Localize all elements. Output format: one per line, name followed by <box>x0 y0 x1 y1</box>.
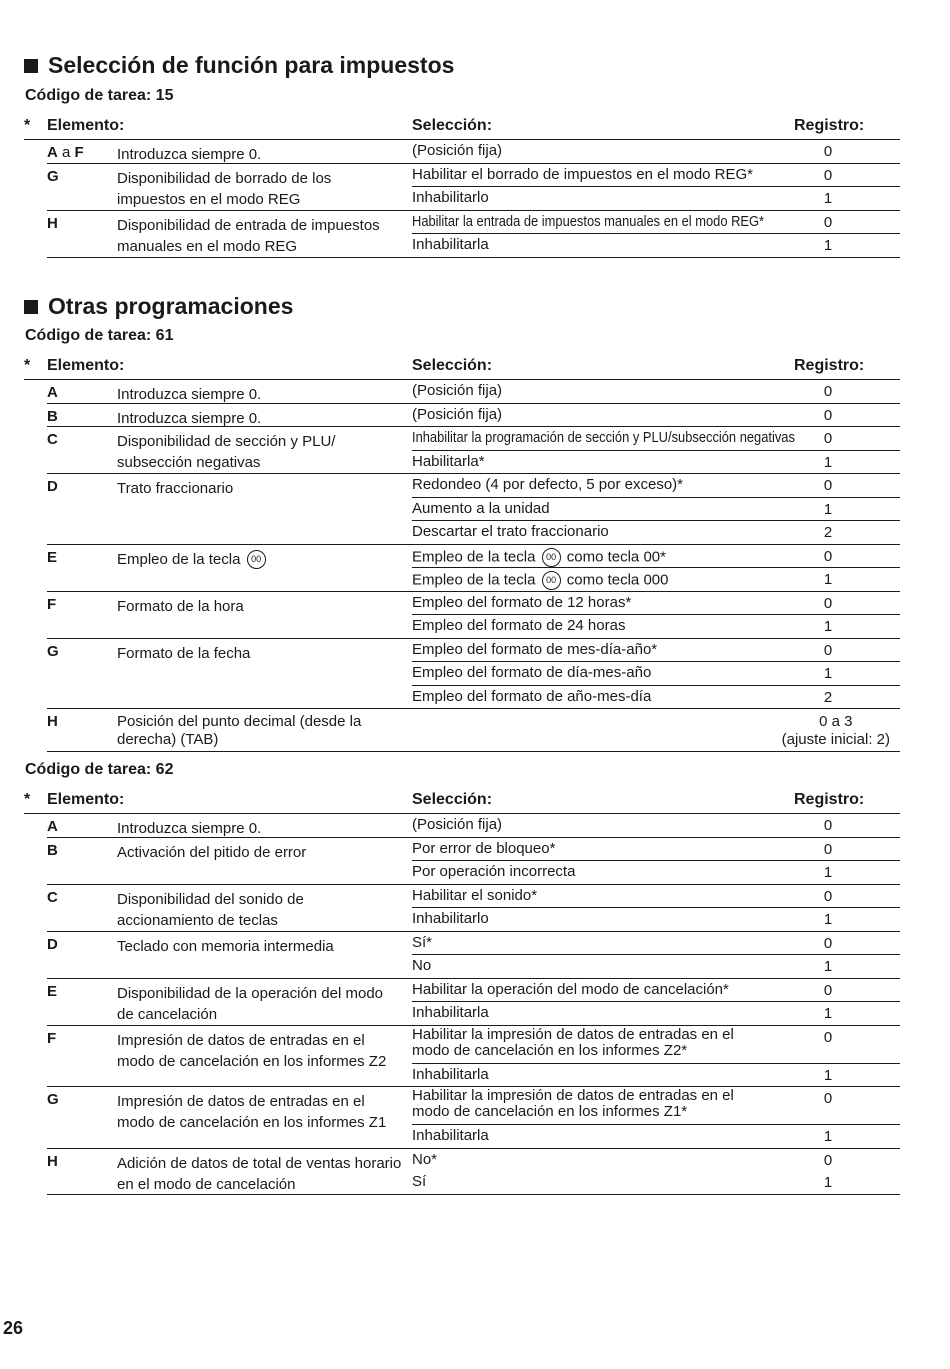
section-title-other <box>24 293 293 320</box>
header-star: * <box>24 357 31 374</box>
row-desc: Disponibilidad de la operación del modo de cancelación <box>117 984 384 1023</box>
option-row <box>412 520 900 544</box>
header-register: Registro: <box>794 117 865 134</box>
option-row <box>412 838 900 861</box>
table-task-15 <box>24 117 900 258</box>
option-row <box>412 450 900 474</box>
option-value: 0 <box>823 817 833 834</box>
option-value: 2 <box>823 688 833 706</box>
option-selection: Habilitar la entrada de impuestos manuales en el modo REG* <box>412 212 765 230</box>
option-row <box>412 186 900 210</box>
option-selection: Inhabilitarla <box>412 1065 489 1083</box>
option-selection: No* <box>412 1150 438 1168</box>
value-default: (ajuste inicial: 2) <box>781 731 890 748</box>
table-row-e <box>47 979 900 1026</box>
option-selection: Empleo del formato de mes-día-año* <box>412 640 658 658</box>
option-row <box>412 545 900 568</box>
option-value: 1 <box>823 958 833 975</box>
decimal-value <box>782 713 890 749</box>
option-value: 0 <box>823 1028 833 1046</box>
option-value: 1 <box>823 618 833 635</box>
option-value: 0 <box>823 641 833 659</box>
task-code-61: Código de tarea: 61 <box>25 327 174 344</box>
sel-pre: Empleo de la tecla <box>412 547 540 565</box>
table-row-b <box>47 838 900 885</box>
option-selection: Habilitar la impresión de datos de entradas en el modo de cancelación en los informes Z1* <box>412 1087 734 1120</box>
row-code: B <box>47 407 58 425</box>
option-selection: (Posición fija) <box>412 142 503 159</box>
option-row <box>412 1063 900 1087</box>
option-row <box>412 954 900 978</box>
option-selection: No <box>412 957 432 974</box>
option-row <box>412 661 900 685</box>
option-value: 1 <box>823 190 833 207</box>
option-row <box>412 140 900 163</box>
option-selection: Inhabilitarlo <box>412 189 489 206</box>
option-row <box>412 1149 900 1172</box>
option-value: 1 <box>823 911 833 928</box>
row-code: D <box>47 478 58 495</box>
option-row <box>412 474 900 497</box>
option-value: 1 <box>823 1066 833 1084</box>
option-value: 1 <box>823 1005 833 1022</box>
option-value: 1 <box>823 500 833 518</box>
option-selection: Aumento a la unidad <box>412 499 550 517</box>
option-row <box>412 497 900 521</box>
key-00-icon: 00 <box>247 550 266 569</box>
row-code: G <box>47 1091 59 1108</box>
section-title-text: Otras programaciones <box>48 293 294 319</box>
option-row <box>412 1171 900 1194</box>
option-value: 0 <box>823 406 833 424</box>
option-selection: Habilitar el sonido* <box>412 886 538 904</box>
option-selection: Inhabilitarlo <box>412 910 489 927</box>
row-desc: Trato fraccionario <box>117 480 234 497</box>
option-value: 0 <box>823 547 833 565</box>
square-bullet-icon <box>24 59 38 73</box>
section-title-text: Selección de función para impuestos <box>48 52 455 78</box>
option-value: 0 <box>823 1090 833 1107</box>
row-code: H <box>47 713 58 730</box>
option-selection: Habilitar la impresión de datos de entradas en el modo de cancelación en los informes Z2* <box>412 1025 734 1059</box>
option-selection: Habilitar el borrado de impuestos en el modo REG* <box>412 165 754 183</box>
table-row-b <box>47 404 900 428</box>
option-row <box>412 885 900 908</box>
option-selection: Empleo del formato de día-mes-año <box>412 664 652 681</box>
option-row <box>412 427 900 450</box>
table-row-e <box>47 545 900 592</box>
row-desc: Introduzca siempre 0. <box>117 820 262 837</box>
option-selection: (Posición fija) <box>412 382 503 399</box>
option-row <box>412 592 900 615</box>
row-desc: Formato de la fecha <box>117 644 251 662</box>
header-selection: Selección: <box>412 791 493 808</box>
row-code: H <box>47 214 58 232</box>
header-star: * <box>24 117 31 134</box>
row-code: B <box>47 841 58 859</box>
option-selection: Inhabilitar la programación de sección y PLU/subsección negativas <box>412 429 795 446</box>
option-value: 1 <box>823 571 833 588</box>
option-value: 0 <box>823 934 833 952</box>
option-row <box>412 907 900 931</box>
option-value: 0 <box>823 887 833 905</box>
row-desc: Formato de la hora <box>117 597 244 615</box>
table-task-62 <box>24 791 900 1195</box>
option-value: 0 <box>823 143 833 160</box>
option-value: 0 <box>823 213 833 231</box>
row-code: A <box>47 384 58 401</box>
option-selection: Inhabilitarla <box>412 1127 489 1144</box>
section-title-taxes <box>24 52 454 79</box>
header-selection: Selección: <box>412 117 493 134</box>
table-row-h <box>47 211 900 258</box>
option-row <box>412 932 900 955</box>
header-register: Registro: <box>794 791 865 808</box>
value-range: 0 a 3 <box>819 713 853 730</box>
row-desc: Introduzca siempre 0. <box>117 386 262 403</box>
table-row-d <box>47 932 900 979</box>
header-selection: Selección: <box>412 357 493 374</box>
table-row-f <box>47 592 900 639</box>
row-code: H <box>47 1152 58 1170</box>
option-row <box>412 380 900 403</box>
option-row <box>412 1026 900 1063</box>
row-code: G <box>47 167 59 185</box>
option-row <box>412 979 900 1002</box>
row-desc: Disponibilidad del sonido de accionamiento de teclas <box>117 890 304 929</box>
table-row-c <box>47 427 900 474</box>
option-value: 0 <box>823 430 833 447</box>
row-code <box>47 144 84 161</box>
task-code-15: Código de tarea: 15 <box>25 87 174 104</box>
option-selection: Inhabilitarla <box>412 236 489 253</box>
option-row <box>412 1001 900 1025</box>
row-desc: Disponibilidad de entrada de impuestos manuales en el modo REG <box>117 216 380 255</box>
option-selection: Por operación incorrecta <box>412 863 576 880</box>
option-selection <box>412 548 666 567</box>
table-row-a-f <box>47 140 900 164</box>
option-value: 1 <box>823 237 833 254</box>
option-selection: (Posición fija) <box>412 816 503 833</box>
option-row <box>412 567 900 591</box>
option-row <box>412 164 900 187</box>
option-selection: Habilitarla* <box>412 452 485 470</box>
table-row-h <box>47 1149 900 1195</box>
row-code: C <box>47 431 58 448</box>
option-row <box>412 860 900 884</box>
option-selection <box>412 571 668 590</box>
option-value: 1 <box>823 1174 833 1191</box>
code-b: F <box>74 144 84 161</box>
table-row-g <box>47 1087 900 1149</box>
option-selection: Empleo del formato de 12 horas* <box>412 593 632 611</box>
row-code: D <box>47 935 58 953</box>
code-mid: a <box>57 144 75 161</box>
table-header <box>24 357 900 380</box>
option-selection: Empleo del formato de año-mes-día <box>412 687 652 705</box>
row-code: A <box>47 818 58 835</box>
key-00-icon: 00 <box>542 548 561 567</box>
row-code: F <box>47 595 57 613</box>
table-row-a <box>47 380 900 404</box>
option-row <box>412 233 900 257</box>
option-selection: Habilitar la operación del modo de cancelación* <box>412 980 729 998</box>
row-code: F <box>47 1029 57 1047</box>
row-desc: Impresión de datos de entradas en el modo de cancelación en los informes Z1 <box>117 1093 387 1131</box>
row-desc <box>117 549 402 570</box>
option-selection: Redondeo (4 por defecto, 5 por exceso)* <box>412 476 684 493</box>
row-desc: Adición de datos de total de ventas horario en el modo de cancelación <box>117 1154 402 1193</box>
row-desc: Disponibilidad de borrado de los impuestos en el modo REG <box>117 169 332 208</box>
row-desc: Activación del pitido de error <box>117 843 307 861</box>
option-value: 0 <box>823 840 833 858</box>
table-header <box>24 791 900 814</box>
table-row-c <box>47 885 900 932</box>
option-value: 0 <box>823 594 833 612</box>
key-00-icon: 00 <box>542 571 561 590</box>
header-element: Elemento: <box>47 117 125 134</box>
option-selection: Por error de bloqueo* <box>412 839 556 857</box>
row-desc: Introduzca siempre 0. <box>117 146 262 163</box>
option-value: 0 <box>823 166 833 184</box>
option-value: 2 <box>823 524 833 541</box>
table-row-a <box>47 814 900 838</box>
sel-post: como tecla 00* <box>562 547 666 565</box>
option-row <box>412 1124 900 1148</box>
row-desc: Introduzca siempre 0. <box>117 409 262 427</box>
table-row-g <box>47 164 900 211</box>
row-code: G <box>47 642 59 660</box>
option-selection: Descartar el trato fraccionario <box>412 523 609 540</box>
header-element: Elemento: <box>47 791 125 808</box>
page-number: 26 <box>3 1318 24 1338</box>
table-row-d <box>47 474 900 545</box>
row-code: C <box>47 888 58 906</box>
option-selection: Empleo del formato de 24 horas <box>412 617 626 634</box>
row-code: E <box>47 548 58 566</box>
row-desc: Teclado con memoria intermedia <box>117 937 334 955</box>
option-selection: Sí* <box>412 933 433 951</box>
table-row-h <box>47 709 900 752</box>
option-row <box>412 614 900 638</box>
task-code-62: Código de tarea: 62 <box>25 761 174 778</box>
option-selection: (Posición fija) <box>412 405 503 423</box>
option-value: 1 <box>823 1128 833 1145</box>
table-row-g <box>47 639 900 710</box>
square-bullet-icon <box>24 300 38 314</box>
table-row-f <box>47 1026 900 1088</box>
option-row <box>412 639 900 662</box>
option-value: 1 <box>823 665 833 682</box>
option-row <box>412 685 900 709</box>
row-desc: Impresión de datos de entradas en el modo de cancelación en los informes Z2 <box>117 1031 387 1070</box>
row-code: E <box>47 982 58 1000</box>
desc-text: Empleo de la tecla <box>117 550 245 568</box>
header-star: * <box>24 791 31 808</box>
option-selection: Sí <box>412 1173 427 1190</box>
option-selection: Inhabilitarla <box>412 1004 489 1021</box>
sel-post: como tecla 000 <box>562 571 669 589</box>
option-row <box>412 1087 900 1124</box>
option-value: 0 <box>823 1151 833 1169</box>
header-register: Registro: <box>794 357 865 374</box>
option-value: 0 <box>823 477 833 494</box>
option-value: 0 <box>823 383 833 400</box>
option-row <box>412 211 900 234</box>
table-task-61 <box>24 357 900 752</box>
row-desc: Disponibilidad de sección y PLU/ subsección negativas <box>117 433 336 471</box>
sel-pre: Empleo de la tecla <box>412 571 540 589</box>
option-value: 1 <box>823 453 833 471</box>
code-a: A <box>47 144 58 161</box>
option-value: 1 <box>823 864 833 881</box>
option-row <box>412 814 900 837</box>
option-row <box>412 404 900 427</box>
table-header <box>24 117 900 140</box>
header-element: Elemento: <box>47 357 125 374</box>
option-value: 0 <box>823 981 833 999</box>
row-desc: Posición del punto decimal (desde la derecha) (TAB) <box>117 713 362 748</box>
